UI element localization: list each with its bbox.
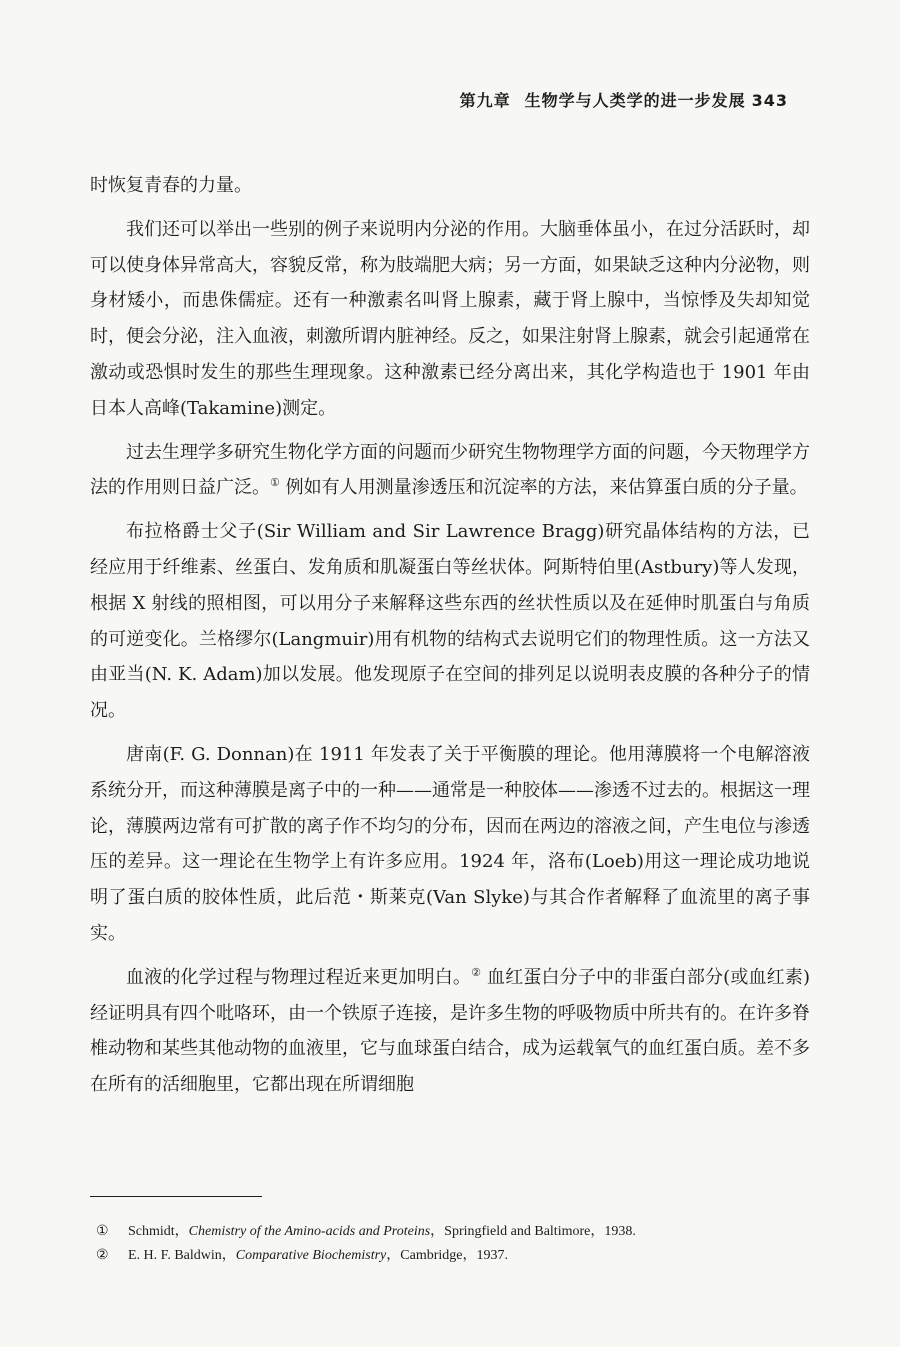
paragraph xyxy=(90,960,810,1103)
paragraph-text: 过去生理学多研究生物化学方面的问题而少研究生物物理学方面的问题，今天物理学方法的作用则日益广泛。 xyxy=(90,441,810,499)
footnotes xyxy=(90,1220,810,1268)
paragraph xyxy=(90,435,810,507)
paragraph-text: 血液的化学过程与物理过程近来更加明白。 xyxy=(126,966,472,988)
footnote-title: Chemistry of the Amino-acids and Proteins xyxy=(188,1224,431,1239)
paragraph: 唐南(F. G. Donnan)在 1911 年发表了关于平衡膜的理论。他用薄膜将一个电解溶液系统分开，而这种薄膜是离子中的一种——通常是一种胶体——渗透不过去的。根据这一理论，薄膜两边常有可扩散的离子作不均匀的分布，因而在两边的溶液之间，产生电位与渗透压的差异。这一理论在生物学上有许多应用。1924 年，洛布(Loeb)用这一理论成功地说明了蛋白质的胶体性质，此后范・斯莱克(Van Slyke)与其合作者解释了血流里的离子事实。 xyxy=(90,743,810,944)
running-header xyxy=(460,88,788,111)
paragraph: 我们还可以举出一些别的例子来说明内分泌的作用。大脑垂体虽小，在过分活跃时，却可以使身体异常高大，容貌反常，称为肢端肥大病；另一方面，如果缺乏这种内分泌物，则身材矮小，而患侏儒症。还有一种激素名叫肾上腺素，藏于肾上腺中，当惊悸及失却知觉时，便会分泌，注入血液，刺激所谓内脏神经。反之，如果注射肾上腺素，就会引起通常在激动或恐惧时发生的那些生理现象。这种激素已经分离出来，其化学构造也于 1901 年由日本人高峰(Takamine)测定。 xyxy=(90,218,810,419)
footnote-mark: ① xyxy=(96,1224,109,1239)
paragraph-text: 血红蛋白分子中的非蛋白部分(或血红素)经证明具有四个吡咯环，由一个铁原子连接，是许多生物的呼吸物质中所共有的。在许多脊椎动物和某些其他动物的血液里，它与血球蛋白结合，成为运载氧气的血红蛋白质。差不多在所有的活细胞里，它都出现在所谓细胞 xyxy=(90,966,811,1096)
body-text xyxy=(90,168,810,1111)
page-number: 343 xyxy=(751,91,788,110)
chapter-label: 第九章 xyxy=(459,91,511,110)
footnote-mark: ② xyxy=(96,1248,109,1263)
footnote-1 xyxy=(90,1220,810,1244)
footnote-ref-2[interactable]: ② xyxy=(471,965,482,979)
footnote-2 xyxy=(90,1244,810,1268)
paragraph-text: 例如有人用测量渗透压和沉淀率的方法，来估算蛋白质的分子量。 xyxy=(279,477,808,499)
paragraph: 布拉格爵士父子(Sir William and Sir Lawrence Bragg)研究晶体结构的方法，已经应用于纤维素、丝蛋白、发角质和肌凝蛋白等丝状体。阿斯特伯里(Astbury)等人发现，根据 X 射线的照相图，可以用分子来解释这些东西的丝状性质以及在延伸时肌蛋白与角质的可逆变化。兰格缪尔(Langmuir)用有机物的结构式去说明它们的物理性质。这一方法又由亚当(N. K. Adam)加以发展。他发现原子在空间的排列足以说明表皮膜的各种分子的情况。 xyxy=(90,521,810,722)
footnote-author: Schmidt， xyxy=(128,1224,189,1239)
footnote-author: E. H. F. Baldwin， xyxy=(128,1248,236,1263)
paragraph: 时恢复青春的力量。 xyxy=(90,175,252,196)
footnote-divider xyxy=(90,1196,262,1197)
footnote-details: ，Springfield and Baltimore，1938. xyxy=(430,1224,636,1239)
footnote-details: ，Cambridge，1937. xyxy=(386,1248,508,1263)
footnote-ref-1[interactable]: ① xyxy=(270,476,280,490)
footnote-title: Comparative Biochemistry xyxy=(235,1248,387,1263)
chapter-title: 生物学与人类学的进一步发展 xyxy=(524,91,746,110)
